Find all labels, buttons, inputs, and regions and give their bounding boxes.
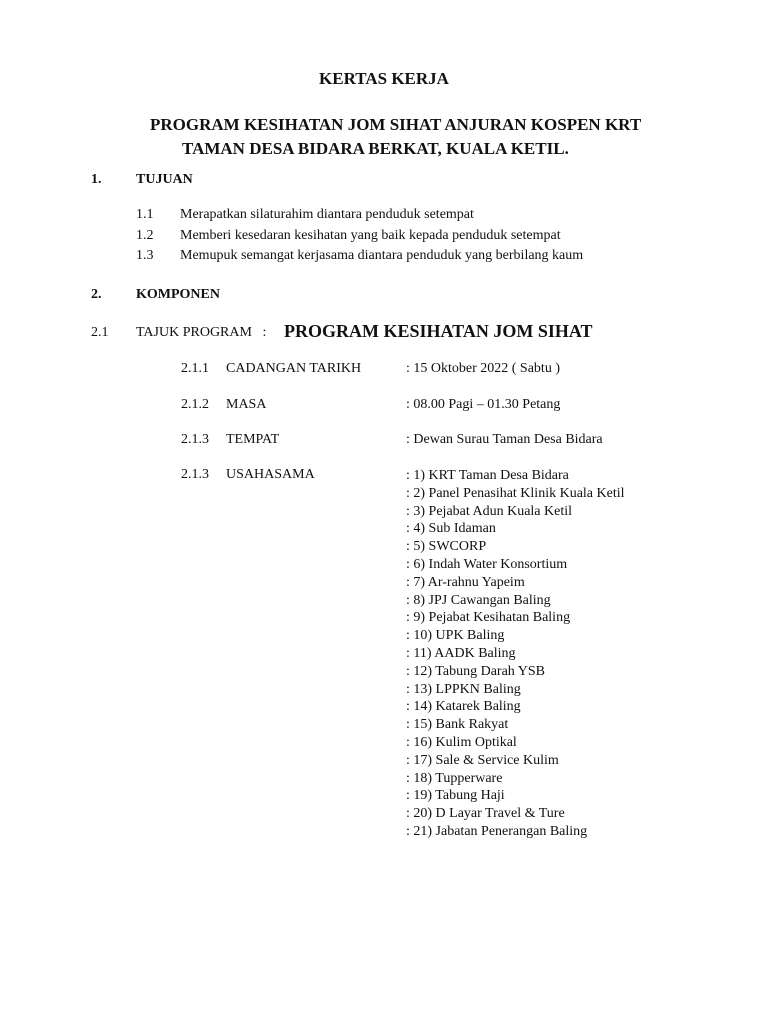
partner-item: : 18) Tupperware [406, 770, 503, 786]
partner-item: : 17) Sale & Service Kulim [406, 752, 559, 768]
detail-label: USAHASAMA [226, 467, 315, 482]
partner-item: : 11) AADK Baling [406, 645, 516, 661]
detail-label: MASA [226, 397, 267, 412]
document-title: KERTAS KERJA [319, 69, 449, 88]
partner-item: : 19) Tabung Haji [406, 788, 505, 804]
partner-item: : 2) Panel Penasihat Klinik Kuala Ketil [406, 485, 625, 501]
subtitle-line-1: PROGRAM KESIHATAN JOM SIHAT ANJURAN KOSPEN KRT [150, 115, 642, 134]
objective-number: 1.2 [136, 228, 154, 243]
objective-text: Merapatkan silaturahim diantara penduduk setempat [180, 207, 474, 222]
objective-number: 1.1 [136, 207, 154, 222]
detail-number: 2.1.3 [181, 432, 209, 447]
partner-item: : 20) D Layar Travel & Ture [406, 806, 565, 822]
objective-text: Memberi kesedaran kesihatan yang baik kepada penduduk setempat [180, 228, 561, 243]
partner-item: : 3) Pejabat Adun Kuala Ketil [406, 503, 573, 519]
partner-item: : 8) JPJ Cawangan Baling [406, 592, 551, 608]
program-title-label: TAJUK PROGRAM : [136, 325, 267, 340]
section-2-number: 2. [91, 287, 102, 302]
partner-item: : 6) Indah Water Konsortium [406, 556, 568, 572]
detail-label: TEMPAT [226, 432, 280, 447]
partner-item: : 10) UPK Baling [406, 628, 505, 644]
partner-list [406, 467, 625, 841]
detail-value: : 15 Oktober 2022 ( Sabtu ) [406, 361, 560, 376]
section-1-heading: TUJUAN [136, 172, 193, 187]
partner-item: : 16) Kulim Optikal [406, 734, 517, 750]
detail-label: CADANGAN TARIKH [226, 361, 362, 376]
detail-number: 2.1.3 [181, 467, 209, 482]
subtitle-line-2: TAMAN DESA BIDARA BERKAT, KUALA KETIL. [182, 139, 569, 158]
partner-item: : 5) SWCORP [406, 539, 487, 555]
detail-number: 2.1.1 [181, 361, 209, 376]
partner-item: : 12) Tabung Darah YSB [406, 663, 546, 679]
section-1-number: 1. [91, 172, 102, 187]
partner-item: : 4) Sub Idaman [406, 521, 496, 537]
partner-item: : 13) LPPKN Baling [406, 681, 521, 697]
section-2-heading: KOMPONEN [136, 287, 220, 302]
partner-item: : 9) Pejabat Kesihatan Baling [406, 610, 571, 626]
partner-item: : 21) Jabatan Penerangan Baling [406, 823, 588, 839]
objective-number: 1.3 [136, 248, 154, 263]
partner-item: : 15) Bank Rakyat [406, 717, 509, 733]
objective-text: Memupuk semangat kerjasama diantara penduduk yang berbilang kaum [180, 248, 584, 263]
program-subtitle [150, 113, 641, 161]
partner-item: : 1) KRT Taman Desa Bidara [406, 468, 569, 483]
program-title-value: PROGRAM KESIHATAN JOM SIHAT [284, 321, 593, 341]
partner-item: : 14) Katarek Baling [406, 699, 521, 715]
partner-item: : 7) Ar-rahnu Yapeim [406, 574, 525, 590]
section-2-1-number: 2.1 [91, 325, 109, 340]
detail-number: 2.1.2 [181, 397, 209, 412]
detail-value: : 08.00 Pagi – 01.30 Petang [406, 397, 561, 412]
detail-value: : Dewan Surau Taman Desa Bidara [406, 432, 603, 447]
